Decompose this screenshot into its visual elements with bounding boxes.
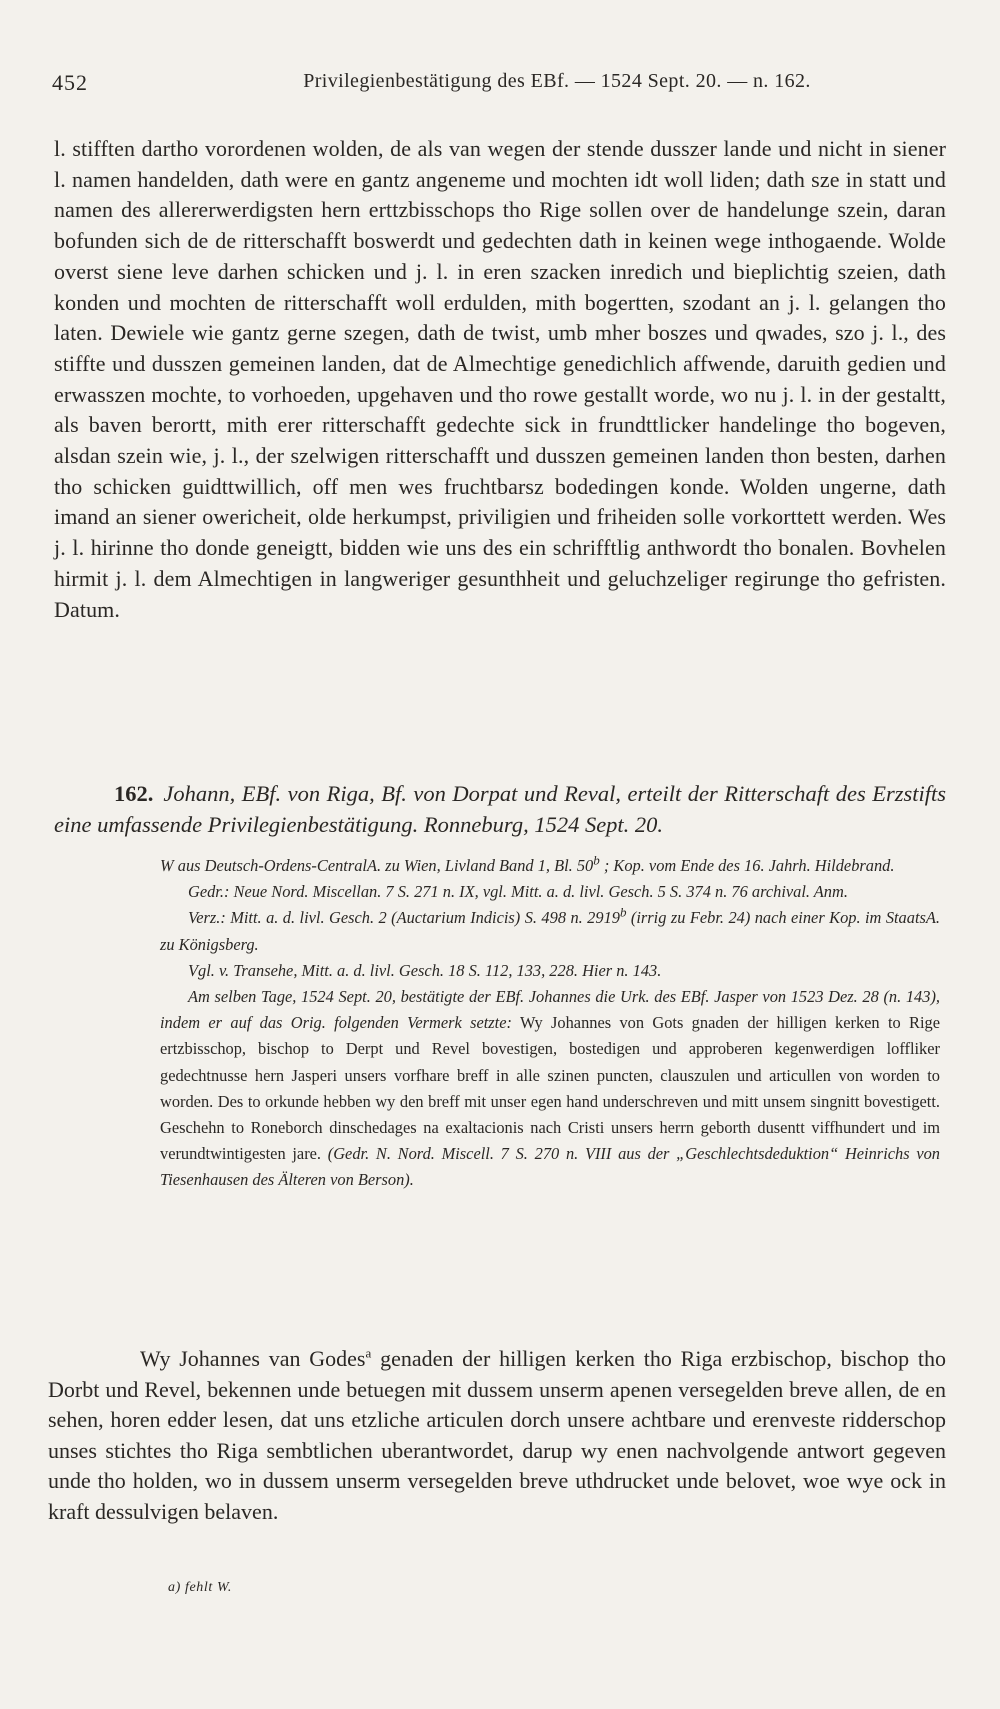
apparatus-source-tail: ; Kop. vom Ende des 16. Jahrh. Hildebrand. (599, 856, 895, 875)
apparatus-register-tail: (irrig zu Febr. 24) nach einer Kop. im StaatsA. zu Königsberg. (160, 908, 940, 954)
charter-start: Wy Johannes van Godes (140, 1346, 366, 1371)
apparatus-register-sup: b (619, 904, 627, 920)
footnote: a) fehlt W. (168, 1580, 233, 1595)
running-title: Privilegienbestätigung des EBf. — 1524 Sept. 20. — n. 162. (303, 70, 811, 92)
apparatus-note-tail: (Gedr. N. Nord. Miscell. 7 S. 270 n. VIII aus der „Geschlechtsdeduktion“ Heinrichs von Tiesenhausen des Älteren von Berson). (160, 1144, 940, 1190)
letter-continuation: l. stifften dartho vorordenen wolden, de als van wegen der stende dusszer lande und nicht in siener l. namen handelden, dath were en gantz angeneme und mochten idt woll liden; dath sze in statt und namen des allererwerdigsten hern erttzbisschops tho Rige sollen over de handelunge szein, daran bofunden sich de de ritterschafft boswerdt und gedechten dath in keinen wege inthogaende. Wolde overst siene leve darhen schicken und j. l. in eren szacken inredich und bieplichtig szeien, dath konden und mochten de ritterschafft woll erdulden, mith bogertten, szodant an j. l. gelangen tho laten. Dewiele wie gantz gerne szegen, dath de twist, umb mher boszes und qwades, szo j. l., des stiffte und dusszen gemeinen landen, dat de Almechtige genedichlich affwende, daruith gedien und erwasszen mochte, to vorhoeden, upgehaven und tho rowe gestallt worde, wo nu j. l. in der gestaltt, als baven berortt, mith erer ritterschafft gedechte sick in frundttlicker handelinge tho bogeven, alsdan szein wie, j. l., der szelwigen ritterschafft und dusszen gemeinen landen thon besten, darhen tho schicken guidttwillich, off men wes fruchtbarsz bodedingen konde. Wolden ungerne, dath imand an siener owericheit, olde herkumpst, priviligien und friheiden solle vorkorttett werden. Wes j. l. hirinne tho donde geneigtt, bidden wie uns des ein schrifftlig anthwordt tho bonalen. Bovhelen hirmit j. l. dem Almechtigen in langweriger gesunthheit und geluchzeliger regirunge tho gefristen. Datum. (54, 136, 946, 622)
charter-text (48, 1344, 946, 1528)
apparatus-compare: Vgl. v. Transehe, Mitt. a. d. livl. Gesch. 18 S. 112, 133, 228. Hier n. 143. (188, 960, 662, 980)
apparatus-register-text: Verz.: Mitt. a. d. livl. Gesch. 2 (Auctarium Indicis) S. 498 n. 2919 (188, 908, 620, 928)
apparatus-printed: Gedr.: Neue Nord. Miscellan. 7 S. 271 n. IX, vgl. Mitt. a. d. livl. Gesch. 5 S. 374 n. 76 archival. Anm. (188, 882, 848, 902)
document-heading-text: Johann, EBf. von Riga, Bf. von Dorpat und Reval, erteilt der Ritterschaft des Erzstifts eine umfassende Privilegienbestätigung. Ronneburg, 1524 Sept. 20. (54, 781, 946, 837)
apparatus-source-sup: b (593, 852, 600, 868)
footnote-marker: a (365, 1345, 372, 1361)
document-heading (54, 778, 946, 840)
document-number: 162. (114, 781, 154, 806)
critical-apparatus (160, 853, 940, 1194)
apparatus-note-text: Wy Johannes von Gots gnaden der hilligen kerken to Rige ertzbisschop, bischop to Derpt und Revel bovestigen, bostedigen und approberen kegenwerdigen loffliker gedechtnusse hern Jasperi unsers vorfhare breff in alle szinen puncten, clauszulen und articullen von worden to worden. Des to orkunde hebben wy den breff mit unser egen hand underschreven und mitt unsem singnitt bovestigett. Geschehn to Roneborch dinschedages na exaltacionis nach Cristi unsers herrn geborth dusentt viffhundert und im verundtwintigesten jare. (160, 1013, 940, 1164)
apparatus-note (160, 984, 940, 1194)
apparatus-source (160, 853, 940, 879)
apparatus-source-text: W aus Deutsch-Ordens-CentralA. zu Wien, Livland Band 1, Bl. 50 (160, 856, 594, 875)
apparatus-register (160, 905, 940, 957)
running-head (52, 70, 952, 96)
page-number: 452 (52, 70, 88, 95)
apparatus-note-italic: Am selben Tage, 1524 Sept. 20, bestätigte der EBf. Johannes die Urk. des EBf. Jasper von 1523 Dez. 28 (n. 143), indem er auf das Orig. folgenden Vermerk setzte: (160, 987, 940, 1033)
charter-rest: genaden der hilligen kerken tho Riga erzbischop, bischop tho Dorbt und Revel, bekennen unde betuegen mit dussem unserm apenen versegelden breve allen, de en sehen, horen edder lesen, dat uns etzliche articulen dorch unsere achtbare und erenveste ridderschop unses stichtes tho Riga sembtlichen uberantwordet, darup wy enen nachvolgende antwort gegeven unde tho holden, wo in dussem unserm versegelden breve uthdrucket unde belovet, woe wye ock in kraft dessulvigen belaven. (48, 1346, 946, 1524)
